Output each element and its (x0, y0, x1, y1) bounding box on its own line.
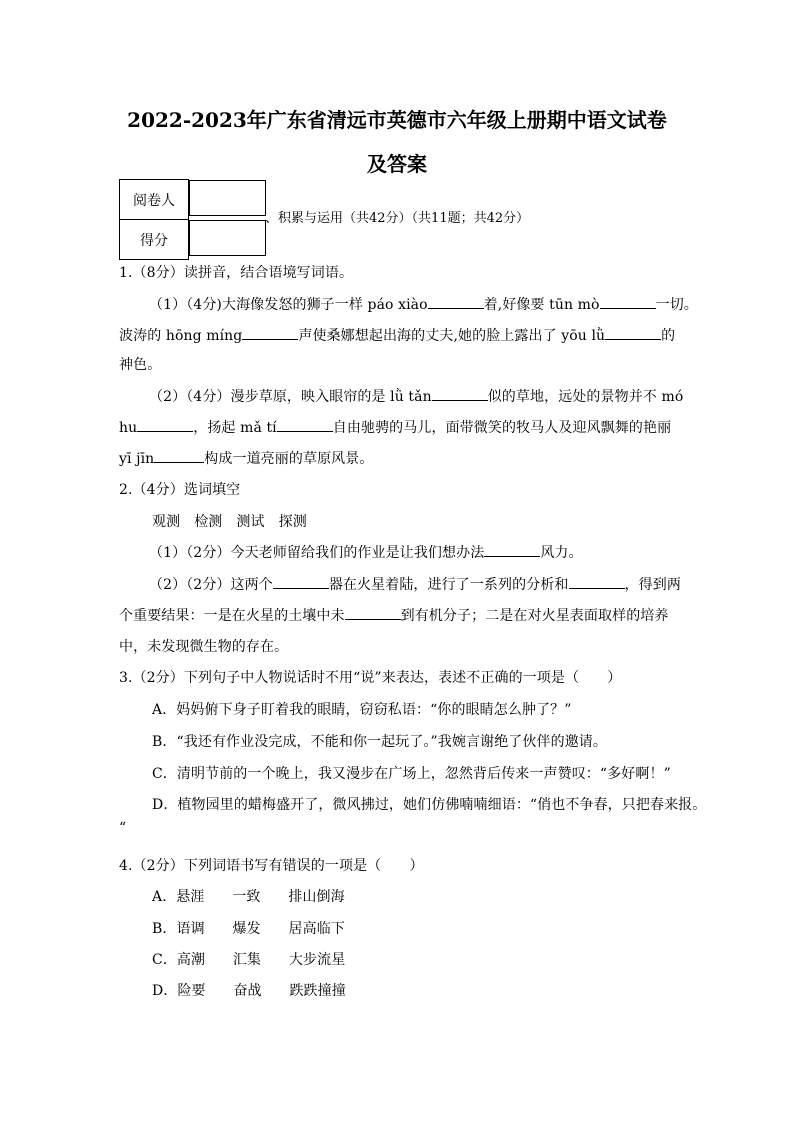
answer-blank[interactable] (432, 386, 488, 401)
q1-p2-text-c: hu (119, 420, 138, 436)
score-cell (189, 220, 266, 256)
q1-part1-line1 (149, 294, 698, 314)
option-word: 排山倒海 (288, 889, 345, 905)
answer-blank[interactable] (137, 417, 193, 432)
q2-part1 (149, 542, 583, 562)
answer-blank[interactable] (569, 574, 625, 589)
option-word: 奋战 (233, 983, 262, 999)
option-word: 爆发 (232, 921, 261, 937)
q2-p2-text-b: 器在火星着陆，进行了一系列的分析和 (328, 577, 569, 593)
word-bank-item: 检测 (194, 514, 223, 530)
q2-part2-line3: 中，未发现微生物的存在。 (119, 639, 289, 655)
exam-title-line2: 及答案 (367, 152, 427, 176)
q1-p2-text-d: ，扬起 mǎ tí (193, 420, 277, 436)
q1-p1-text-e: 声使桑娜想起出海的丈夫,她的脸上露出了 yōu lǜ (298, 328, 606, 344)
q2-p2-text-d: 个重要结果：一是在火星的土壤中未 (119, 608, 345, 624)
option-word: 悬涯 (176, 889, 205, 905)
score-label: 得分 (120, 220, 189, 260)
q1-p1-text-d: 波涛的 hōng míng (119, 328, 243, 344)
q2-p2-text-e: 到有机分子；二是在对火星表面取样的培养 (400, 608, 669, 624)
word-bank-item: 探测 (278, 514, 307, 530)
q1-p2-text-b: 似的草地，远处的景物并不 mó (487, 389, 684, 405)
option-word: 险要 (177, 983, 206, 999)
reviewer-label: 阅卷人 (120, 180, 189, 220)
q1-part2-line3 (119, 448, 373, 468)
q2-part2-line2 (119, 605, 669, 625)
word-bank-item: 测试 (236, 514, 265, 530)
option-word: 汇集 (232, 952, 262, 968)
q1-part2-line1 (149, 386, 683, 406)
q4-option-b[interactable] (152, 918, 345, 938)
q2-p1-text-a: （1）（2分）今天老师留给我们的作业是让我们想办法 (149, 545, 485, 561)
q3-stem: 3.（2分）下列句子中人物说话时不用“说”来表达，表述不正确的一项是（ ） (119, 670, 622, 686)
q1-part1-line2 (119, 325, 675, 345)
q4-option-c[interactable] (152, 949, 345, 969)
option-word: 语调 (176, 921, 205, 937)
answer-blank[interactable] (277, 417, 333, 432)
option-word: 高潮 (176, 952, 206, 968)
q3-option-b[interactable]: B．“我还有作业没完成，不能和你一起玩了。”我婉言谢绝了伙伴的邀请。 (152, 734, 608, 750)
q2-word-bank (152, 511, 307, 531)
answer-blank[interactable] (345, 605, 401, 620)
q1-part1-line3: 神色。 (119, 357, 162, 373)
q1-p1-text-f: 的 (661, 328, 676, 344)
q2-p1-text-b: 风力。 (540, 545, 583, 561)
answer-blank[interactable] (428, 294, 484, 309)
q4-option-a[interactable] (152, 886, 345, 906)
answer-blank[interactable] (242, 325, 298, 340)
reviewer-cell (189, 180, 266, 216)
answer-blank[interactable] (605, 325, 661, 340)
word-bank-item: 观测 (152, 514, 181, 530)
q3-option-a[interactable]: A．妈妈俯下身子盯着我的眼睛，窃窃私语：“你的眼睛怎么肿了？” (152, 702, 572, 718)
option-letter: A． (152, 889, 177, 905)
answer-blank[interactable] (484, 542, 540, 557)
q1-stem: 1.（8分）读拼音，结合语境写词语。 (119, 265, 354, 281)
q2-part2-line1 (149, 574, 681, 594)
q3-option-d[interactable]: D．植物园里的蜡梅盛开了，微风拂过，她们仿佛喃喃细语：“俏也不争春，只把春来报。 (152, 797, 707, 813)
q1-p2-text-a: （2）（4分）漫步草原，映入眼帘的是 lǜ tǎn (149, 389, 432, 405)
q1-p2-text-g: 构成一道亮丽的草原风景。 (204, 451, 374, 467)
q2-p2-text-c: ，得到两 (624, 577, 681, 593)
q3-option-d-tail: “ (119, 820, 127, 836)
section-heading: 、积累与运用（共42分）（共11题；共42分） (265, 211, 530, 226)
q1-part2-line2 (119, 417, 671, 437)
q1-p2-text-e: 自由驰骋的马儿，面带微笑的牧马人及迎风飘舞的艳丽 (332, 420, 672, 436)
q2-stem: 2.（4分）选词填空 (119, 482, 241, 498)
option-word: 跌跌撞撞 (289, 983, 346, 999)
grader-score-table (119, 179, 267, 260)
q2-p2-text-a: （2）（2分）这两个 (149, 577, 273, 593)
q4-option-d[interactable] (152, 980, 346, 1000)
q1-p2-text-f: yī jīn (119, 451, 155, 467)
q1-p1-text-c: 一切。 (655, 297, 698, 313)
option-word: 一致 (232, 889, 261, 905)
option-letter: B． (152, 921, 177, 937)
option-word: 居高临下 (288, 921, 345, 937)
option-word: 大步流星 (288, 952, 346, 968)
q1-p1-text-b: 着,好像要 tūn mò (483, 297, 600, 313)
option-letter: C． (152, 952, 177, 968)
answer-blank[interactable] (154, 448, 204, 463)
answer-blank[interactable] (600, 294, 656, 309)
answer-blank[interactable] (273, 574, 329, 589)
q4-stem: 4.（2分）下列词语书写有错误的一项是（ ） (119, 858, 424, 874)
q1-p1-text-a: （1）（4分)大海像发怒的狮子一样 páo xiào (149, 297, 428, 313)
exam-title-line1: 2022-2023年广东省清远市英德市六年级上册期中语文试卷 (127, 108, 667, 132)
option-letter: D． (152, 983, 178, 999)
q3-option-c[interactable]: C．清明节前的一个晚上，我又漫步在广场上，忽然背后传来一声赞叹：“多好啊！” (152, 766, 671, 782)
